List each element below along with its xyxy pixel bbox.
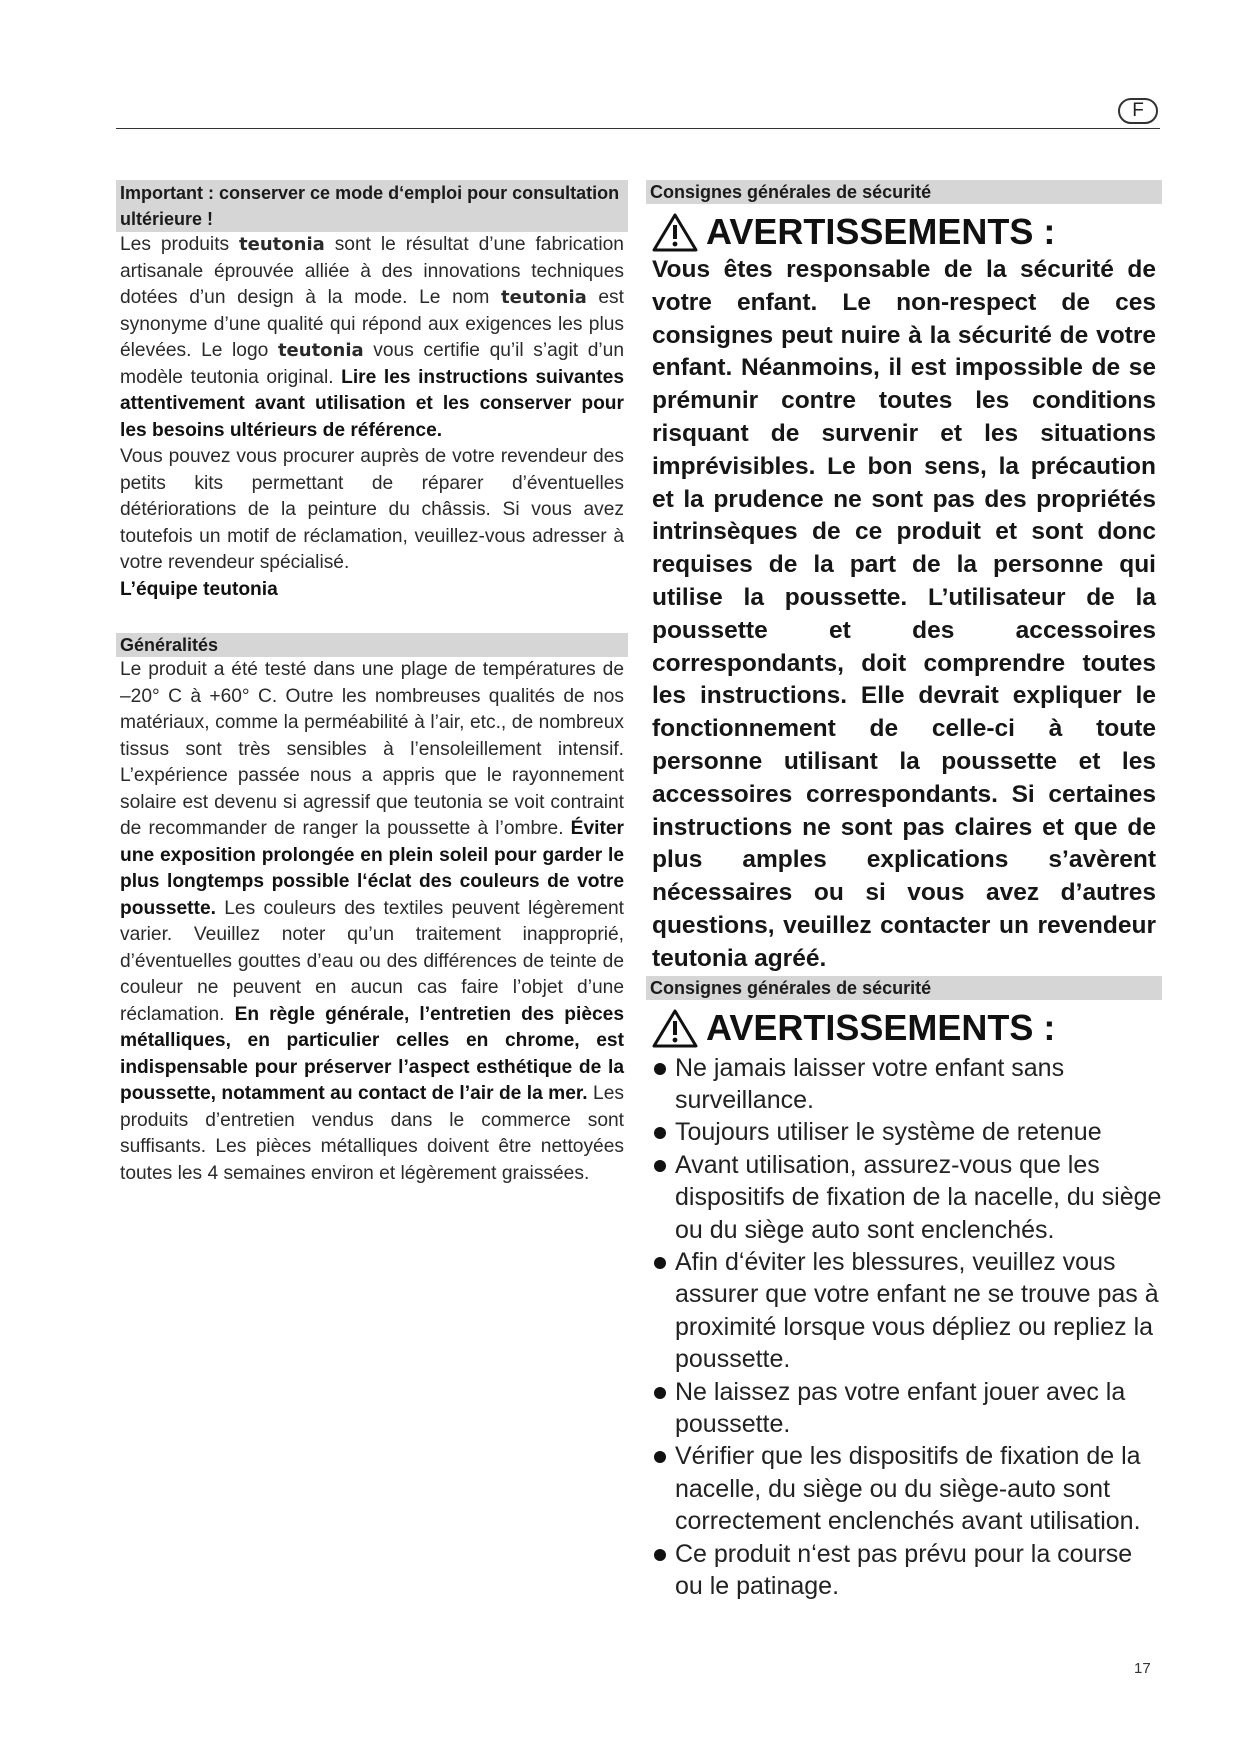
warning-list xyxy=(646,1052,1162,1603)
bullet-icon xyxy=(654,1387,666,1399)
brand-name: teutonia xyxy=(501,287,587,308)
list-item: Ne jamais laisser votre enfant sans surveillance. xyxy=(646,1052,1162,1117)
general-heading: Généralités xyxy=(116,633,628,657)
bullet-icon xyxy=(654,1549,666,1561)
bullet-icon xyxy=(654,1063,666,1075)
bullet-icon xyxy=(654,1127,666,1139)
important-heading: Important : conserver ce mode d‘emploi pour consultation ultérieure ! xyxy=(116,180,628,232)
list-item: Ne laissez pas votre enfant jouer avec la poussette. xyxy=(646,1376,1162,1441)
list-item: Toujours utiliser le système de retenue xyxy=(646,1116,1162,1148)
bullet-icon xyxy=(654,1257,666,1269)
list-item: Avant utilisation, assurez-vous que les dispositifs de fixation de la nacelle, du siège ou du siège auto sont enclenchés. xyxy=(646,1149,1162,1246)
brand-name: teutonia xyxy=(239,234,325,255)
list-item: Ce produit n‘est pas prévu pour la course ou le patinage. xyxy=(646,1538,1162,1603)
warning-title-1: AVERTISSEMENTS : xyxy=(652,210,1162,254)
bullet-icon xyxy=(654,1160,666,1172)
header-rule xyxy=(116,128,1160,129)
language-badge: F xyxy=(1118,98,1158,124)
bullet-icon xyxy=(654,1451,666,1463)
list-item: Afin d‘éviter les blessures, veuillez vous assurer que votre enfant ne se trouve pas à proximité lorsque vous dépliez ou repliez la poussette. xyxy=(646,1246,1162,1376)
left-column xyxy=(116,180,628,1187)
page-number: 17 xyxy=(1134,1660,1151,1677)
signature: L’équipe teutonia xyxy=(120,578,278,600)
general-paragraph: Le produit a été testé dans une plage de températures de –20° C à +60° C. Outre les nombreuses qualités de nos matériaux, comme la perméabilité à l’air, etc., de nombreux tissus sont très sensibles à l’ensoleillement intensif. L’expérience passée nous a appris que le rayonnement solaire est devenu si agressif que teutonia se voit contraint de recommander de ranger la poussette à l’ombre. Éviter une exposition prolongée en plein soleil pour garder le plus longtemps possible l‘éclat des couleurs de votre poussette. Les couleurs des textiles peuvent légèrement varier. Veuillez noter qu’un traitement inapproprié, d’éventuelles gouttes d’eau ou des différences de teinte de couleur ne peuvent en aucun cas faire l’objet d’une réclamation. En règle générale, l’entretien des pièces métalliques, en particulier celles en chrome, est indispensable pour préserver l’aspect esthétique de la poussette, notamment au contact de l’air de la mer. Les produits d’entretien vendus dans le commerce sont suffisants. Les pièces métalliques doivent être nettoyées toutes les 4 semaines environ et légèrement graissées. xyxy=(120,659,625,1184)
intro-paragraph: Les produits teutonia sont le résultat d’une fabrication artisanale éprouvée alliée à des innovations techniques dotées d’un design à la mode. Le nom teutonia est synonyme d’une qualité qui répond aux exigences les plus élevées. Le logo teutonia vous certifie qu’il s’agit d’un modèle teutonia original. Lire les instructions suivantes attentivement avant utilisation et les conserver pour les besoins ultérieurs de référence. xyxy=(120,234,624,441)
warning-title-2: AVERTISSEMENTS : xyxy=(652,1006,1162,1050)
right-column xyxy=(646,180,1162,1602)
brand-name: teutonia xyxy=(277,340,364,361)
safety-heading-2: Consignes générales de sécurité xyxy=(646,976,1162,1000)
safety-heading-1: Consignes générales de sécurité xyxy=(646,180,1162,204)
warning-body: Vous êtes responsable de la sécurité de votre enfant. Le non-respect de ces consignes peut nuire à la sécurité de votre enfant. Néanmoins, il est impossible de se prémunir contre toutes les conditions risquant de survenir et les situations imprévisibles. Le bon sens, la précaution et la prudence ne sont pas des propriétés intrinsèques de ce produit et sont donc requises de la part de la personne qui utilise la poussette. L’utilisateur de la poussette et des accessoires correspondants, doit comprendre toutes les instructions. Elle devrait expliquer le fonctionnement de celle-ci à toute personne utilisant la poussette et les accessoires correspondants. Si certaines instructions ne sont pas claires et que de plus amples explications s’avèrent nécessaires ou si vous avez d’autres questions, veuillez contacter un revendeur teutonia agréé. xyxy=(652,256,1156,972)
warning-triangle-icon xyxy=(652,1008,698,1048)
warning-triangle-icon xyxy=(652,212,698,252)
repair-kit-paragraph: Vous pouvez vous procurer auprès de votre revendeur des petits kits permettant de réparer d’éventuelles détériorations de la peinture du châssis. Si vous avez toutefois un motif de réclamation, veuillez-vous adresser à votre revendeur spécialisé. xyxy=(120,446,624,573)
list-item: Vérifier que les dispositifs de fixation de la nacelle, du siège ou du siège-auto sont correctement enclenchés avant utilisation. xyxy=(646,1440,1162,1537)
